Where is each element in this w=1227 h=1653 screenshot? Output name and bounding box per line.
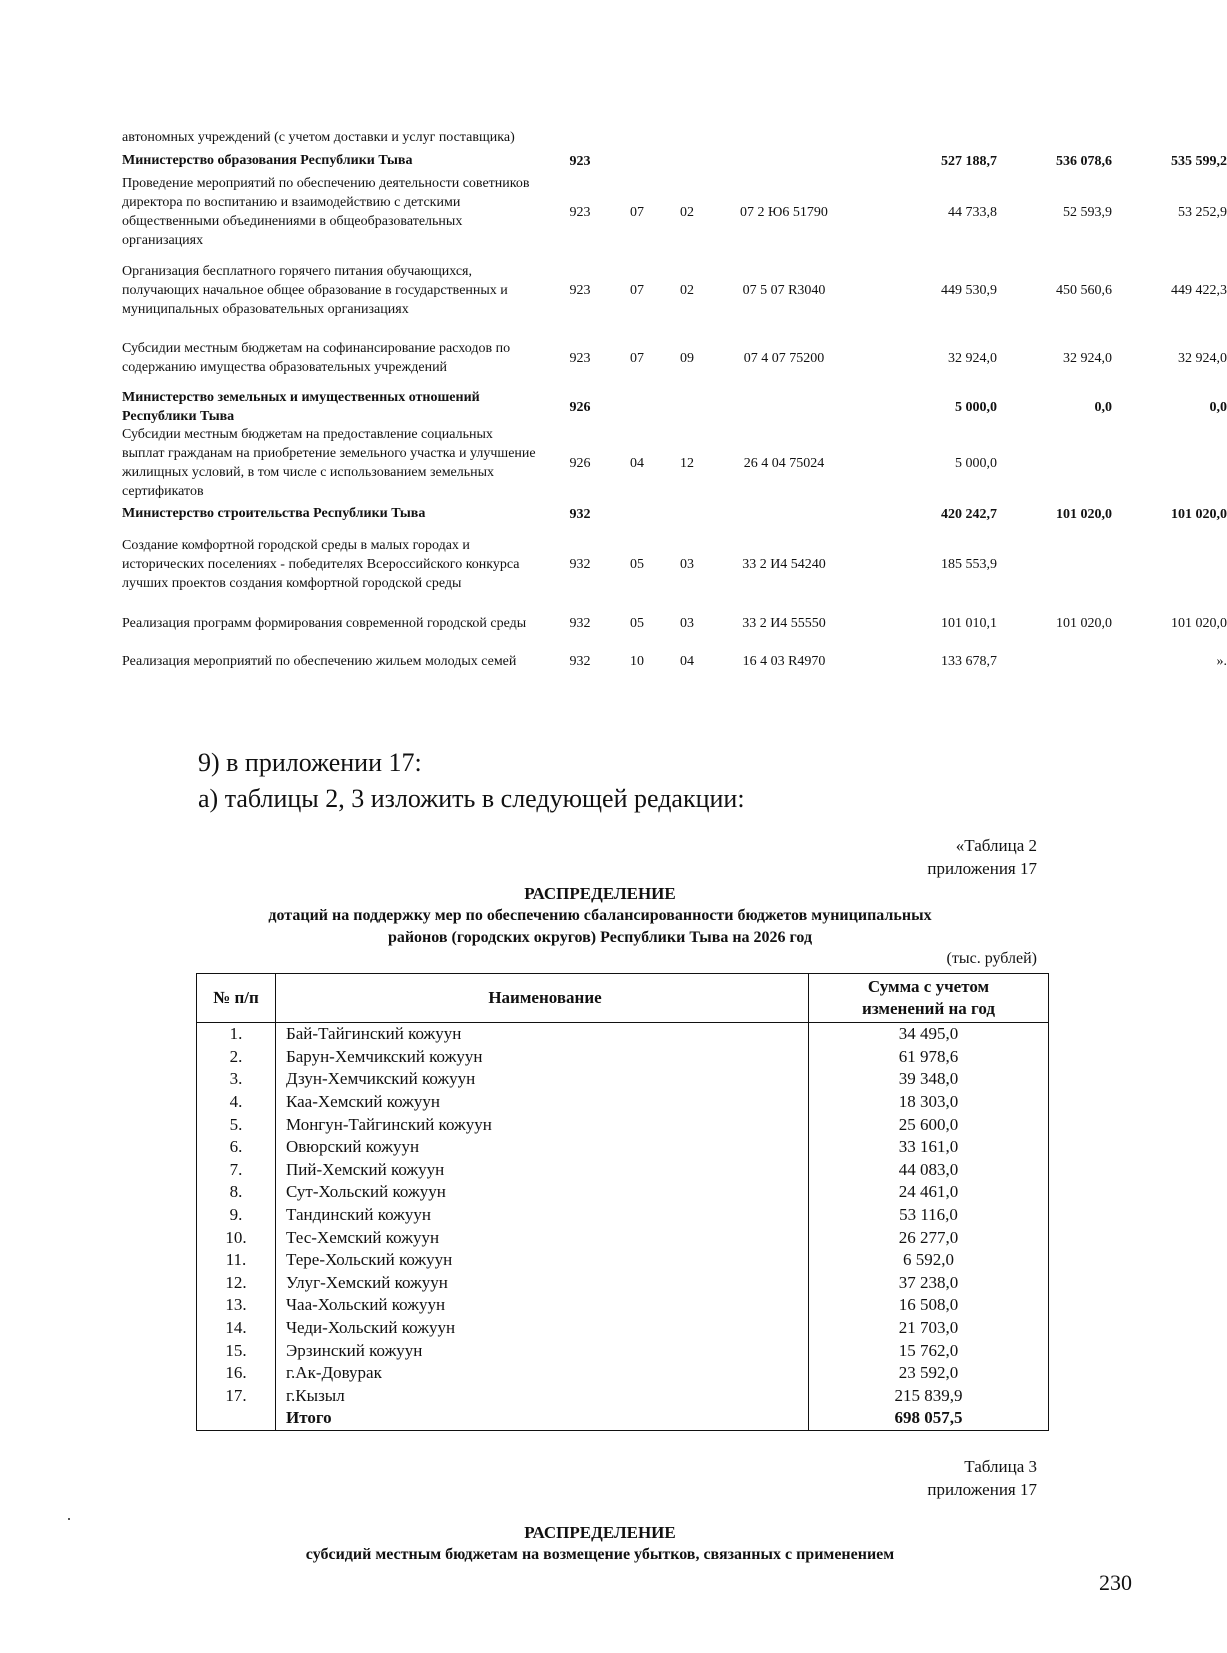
budget-subsection: 03 [680,616,694,631]
budget-grbs-code: 932 [569,654,591,669]
row-number: 3. [197,1068,276,1091]
header-sum-line-2: изменений на год [862,999,995,1018]
budget-amount-3: 0,0 [1209,400,1227,415]
row-sum: 33 161,0 [809,1136,1049,1159]
budget-amount-1: 5 000,0 [955,456,997,471]
budget-row [122,604,1227,642]
budget-grbs-code: 923 [569,153,591,169]
table3-reference [927,1455,1037,1501]
units-label: (тыс. рублей) [946,950,1037,967]
table-row [197,1113,1049,1136]
budget-amount-2: 450 560,6 [1056,283,1112,298]
table-row [197,1294,1049,1317]
budget-grbs-code: 932 [569,616,591,631]
budget-amount-1: 5 000,0 [955,400,997,415]
row-sum: 18 303,0 [809,1091,1049,1114]
table-row [197,1362,1049,1385]
budget-target-code: 16 4 03 R4970 [742,654,826,669]
budget-subsection: 02 [680,283,694,298]
row-number: 2. [197,1046,276,1069]
scan-speck [68,1518,70,1520]
row-name: Чаа-Хольский кожуун [276,1294,809,1317]
row-number: 14. [197,1317,276,1340]
header-sum-line-1: Сумма с учетом [867,977,990,996]
budget-subsection: 12 [680,456,694,471]
table2-ref-line-2: приложения 17 [927,859,1037,878]
row-sum: 37 238,0 [809,1272,1049,1295]
budget-amount-3: 101 020,0 [1171,506,1227,522]
budget-section: 05 [630,557,644,572]
budget-subsection: 04 [680,654,694,669]
row-number: 5. [197,1113,276,1136]
row-number: 16. [197,1362,276,1385]
budget-row [122,151,1227,170]
budget-amount-3: 53 252,9 [1178,205,1227,220]
budget-target-code: 33 2 И4 55550 [742,616,826,631]
row-number: 11. [197,1249,276,1272]
row-number: 10. [197,1226,276,1249]
row-sum: 15 762,0 [809,1339,1049,1362]
row-name: Пий-Хемский кожуун [276,1159,809,1182]
budget-description: Организация бесплатного горячего питания обучающихся, получающих начальное общее образование в государственных и муниципальных образовательных организациях [122,263,508,317]
table-row [197,1159,1049,1182]
row-name: Бай-Тайгинский кожуун [276,1023,809,1046]
page-number: 230 [1099,1570,1132,1595]
row-sum: 16 508,0 [809,1294,1049,1317]
budget-description: Реализация программ формирования современной городской среды [122,615,527,631]
budget-subsection: 02 [680,205,694,220]
row-number: 1. [197,1023,276,1046]
row-number: 13. [197,1294,276,1317]
total-number [197,1407,276,1430]
table-row [197,1181,1049,1204]
header-num: № п/п [197,974,276,1023]
row-number: 17. [197,1385,276,1408]
row-name: г.Ак-Довурак [276,1362,809,1385]
budget-section: 07 [630,283,644,298]
budget-description: Субсидии местным бюджетам на софинансирование расходов по содержанию имущества образовательных учреждений [122,340,511,375]
table2-subtitle-1: дотаций на поддержку мер по обеспечению сбалансированности бюджетов муниципальных [268,907,932,924]
section-line-2: а) таблицы 2, 3 изложить в следующей редакции: [198,784,745,813]
budget-subsection: 09 [680,350,694,366]
row-name: Дзун-Хемчикский кожуун [276,1068,809,1091]
row-name: Эрзинский кожуун [276,1339,809,1362]
budget-amount-1: 44 733,8 [948,205,997,220]
row-name: Тес-Хемский кожуун [276,1226,809,1249]
table-row [197,1226,1049,1249]
budget-row [122,252,1227,328]
row-number: 12. [197,1272,276,1295]
row-number: 7. [197,1159,276,1182]
table2-subtitle-2: районов (городских округов) Республики Тыва на 2026 год [387,929,813,946]
budget-grbs-code: 932 [569,557,591,572]
budget-description: Проведение мероприятий по обеспечению деятельности советников директора по воспитанию и взаимодействию с детскими общественными объединениями в общеобразовательных организациях [122,176,530,248]
budget-target-code: 07 4 07 75200 [743,350,825,366]
budget-description: Министерство образования Республики Тыва [122,153,413,168]
row-number: 15. [197,1339,276,1362]
row-sum: 24 461,0 [809,1181,1049,1204]
budget-amount-1: 185 553,9 [941,557,997,572]
table3-ref-line-1: Таблица 3 [964,1457,1037,1476]
row-sum: 34 495,0 [809,1023,1049,1046]
row-sum: 53 116,0 [809,1204,1049,1227]
total-sum: 698 057,5 [809,1407,1049,1430]
row-number: 6. [197,1136,276,1159]
budget-amount-2: 32 924,0 [1063,350,1112,366]
table-header-row [197,974,1049,1023]
budget-row [122,388,1227,426]
row-sum: 44 083,0 [809,1159,1049,1182]
row-sum: 39 348,0 [809,1068,1049,1091]
row-sum: 23 592,0 [809,1362,1049,1385]
table-row [197,1023,1049,1046]
table-row [197,1204,1049,1227]
table2-ref-line-1: «Таблица 2 [955,836,1037,855]
row-sum: 61 978,6 [809,1046,1049,1069]
row-sum: 21 703,0 [809,1317,1049,1340]
budget-row [122,504,1227,523]
budget-description: Министерство строительства Республики Тыва [122,506,426,521]
table2-title: РАСПРЕДЕЛЕНИЕ [524,884,676,903]
budget-section: 04 [630,456,644,471]
table-row [197,1091,1049,1114]
budget-amount-1: 527 188,7 [941,153,997,169]
budget-description: Реализация мероприятий по обеспечению жильем молодых семей [122,653,517,669]
row-name: Улуг-Хемский кожуун [276,1272,809,1295]
budget-grbs-code: 926 [569,456,591,471]
budget-description: автономных учреждений (с учетом доставки и услуг поставщика) [122,129,515,145]
row-name: Сут-Хольский кожуун [276,1181,809,1204]
budget-amount-3: 449 422,3 [1171,283,1227,298]
budget-grbs-code: 923 [569,205,591,220]
row-name: Тере-Хольский кожуун [276,1249,809,1272]
table2-reference [927,834,1037,880]
budget-amount-2: 536 078,6 [1056,153,1112,169]
table-row [197,1046,1049,1069]
budget-subsection: 03 [680,557,694,572]
row-sum: 26 277,0 [809,1226,1049,1249]
table-row [197,1272,1049,1295]
budget-amount-3: 32 924,0 [1178,350,1227,366]
row-name: Каа-Хемский кожуун [276,1091,809,1114]
budget-amount-3: ». [1216,654,1227,669]
header-sum [809,974,1049,1023]
total-label: Итого [276,1407,809,1430]
row-sum: 6 592,0 [809,1249,1049,1272]
table-row [197,1068,1049,1091]
budget-row [122,174,1227,250]
budget-section: 10 [630,654,644,669]
row-sum: 215 839,9 [809,1385,1049,1408]
budget-amount-1: 449 530,9 [941,283,997,298]
row-number: 4. [197,1091,276,1114]
budget-amount-1: 420 242,7 [941,506,997,522]
budget-row [122,329,1227,386]
budget-row [122,526,1182,602]
row-number: 9. [197,1204,276,1227]
budget-amount-3: 101 020,0 [1171,616,1227,631]
row-number: 8. [197,1181,276,1204]
row-name: Чеди-Хольский кожуун [276,1317,809,1340]
budget-amount-3: 535 599,2 [1171,153,1227,169]
row-name: Овюрский кожуун [276,1136,809,1159]
budget-description: Субсидии местным бюджетам на предоставление социальных выплат гражданам на приобретение земельного участка и улучшение жилищных условий, в том числе с использованием земельных сертификатов [122,427,536,499]
budget-target-code: 26 4 04 75024 [743,456,825,471]
header-name: Наименование [276,974,809,1023]
budget-amount-2: 52 593,9 [1063,205,1112,220]
budget-section: 07 [630,350,644,366]
row-sum: 25 600,0 [809,1113,1049,1136]
budget-grbs-code: 923 [569,350,591,366]
budget-grbs-code: 923 [569,283,591,298]
budget-row [122,425,1182,501]
table3-subtitle-1: субсидий местным бюджетам на возмещение убытков, связанных с применением [305,1546,895,1563]
budget-grbs-code: 926 [569,400,591,415]
budget-target-code: 07 2 Ю6 51790 [740,205,828,220]
budget-section: 07 [630,205,644,220]
table3-heading [0,1522,1200,1566]
budget-amount-2: 101 020,0 [1056,616,1112,631]
table-row [197,1317,1049,1340]
budget-grbs-code: 932 [569,506,591,522]
table-row [197,1136,1049,1159]
budget-amount-1: 32 924,0 [948,350,997,366]
subsidy-distribution-table [196,973,1049,1431]
budget-section: 05 [630,616,644,631]
budget-description: Министерство земельных и имущественных отношений Республики Тыва [122,390,480,424]
budget-target-code: 07 5 07 R3040 [742,283,826,298]
row-name: Монгун-Тайгинский кожуун [276,1113,809,1136]
table-row [197,1385,1049,1408]
budget-row [122,642,1227,680]
row-name: Барун-Хемчикский кожуун [276,1046,809,1069]
table-row [197,1249,1049,1272]
budget-amount-1: 101 010,1 [941,616,997,631]
table2-heading [0,883,1200,949]
table3-ref-line-2: приложения 17 [927,1480,1037,1499]
budget-amount-2: 0,0 [1094,400,1112,415]
section-line-1: 9) в приложении 17: [198,748,422,777]
table-row [197,1339,1049,1362]
budget-amount-2: 101 020,0 [1056,506,1112,522]
budget-description: Создание комфортной городской среды в малых городах и исторических поселениях - победителях Всероссийского конкурса лучших проектов создания комфортной городской среды [122,537,520,591]
budget-amount-1: 133 678,7 [941,654,997,669]
table3-title: РАСПРЕДЕЛЕНИЕ [524,1523,676,1542]
row-name: Тандинский кожуун [276,1204,809,1227]
budget-target-code: 33 2 И4 54240 [742,557,826,572]
row-name: г.Кызыл [276,1385,809,1408]
section-heading [198,745,745,817]
table-total-row [197,1407,1049,1430]
